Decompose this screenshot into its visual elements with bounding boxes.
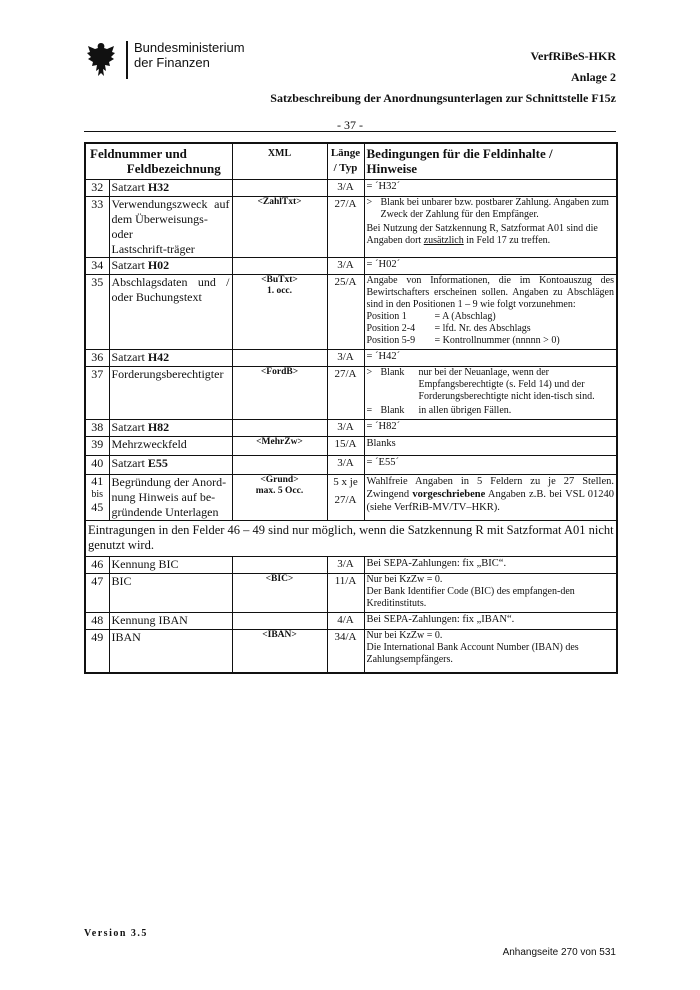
field-name: IBAN <box>109 630 232 674</box>
field-number: 36 <box>85 350 109 367</box>
xml-tag <box>232 475 327 521</box>
field-condition <box>364 197 617 258</box>
condition-text: Blank bei unbarer bzw. postbarer Zahlung. Angaben zum Zweck der Zahlung für den Empfänger. <box>380 197 609 220</box>
field-number: 35 <box>85 275 109 350</box>
header-field-name-line2: Feldbezeichnung <box>126 161 221 176</box>
header-field-name-line1: Feldnummer und <box>90 146 187 161</box>
record-type-label: Satzart <box>111 258 145 272</box>
table-row <box>85 456 617 475</box>
field-length: 3/A <box>327 180 364 197</box>
field-number-start: 41 <box>91 474 104 488</box>
field-number: 48 <box>85 613 109 630</box>
field-length: 3/A <box>327 258 364 275</box>
version-label: Version 3.5 <box>84 928 148 939</box>
xml-tag: <ZahlTxt> <box>232 197 327 258</box>
header-length-line1: Länge <box>330 147 361 159</box>
field-condition: = ´H82´ <box>364 420 617 437</box>
xml-tag <box>232 613 327 630</box>
ministry-logo <box>84 40 245 80</box>
condition-key: Blank <box>380 367 405 378</box>
xml-tag-line1: <Grund> <box>260 475 299 485</box>
header-conditions-line1: Bedingungen für die Feldinhalte / <box>366 146 553 161</box>
condition-line1: Nur bei KzZw = 0. <box>366 574 443 585</box>
position-value: = lfd. Nr. des Abschlags <box>434 323 531 334</box>
field-name <box>109 197 232 258</box>
condition-text: in allen übrigen Fällen. <box>418 405 512 416</box>
field-number: 37 <box>85 367 109 420</box>
xml-tag <box>232 420 327 437</box>
field-condition <box>364 574 617 613</box>
field-name: Forderungsberechtigter <box>109 367 232 420</box>
field-length: 3/A <box>327 350 364 367</box>
table-row <box>85 630 617 674</box>
field-name-line2: oder Buchungstext <box>111 290 202 304</box>
field-length: 27/A <box>327 367 364 420</box>
header-conditions <box>364 143 617 180</box>
field-name-line1: Verwendungszweck auf <box>111 197 230 211</box>
position-label: Position 2-4 <box>366 323 416 334</box>
table-row <box>85 420 617 437</box>
table-row <box>85 275 617 350</box>
condition-text-a: Wahlfreie Angaben in 5 Feldern zu je 27 Stellen. Zwingend <box>366 476 614 500</box>
condition-text-b: Angaben z.B. bei VSL 01240 (siehe VerfRiB-MV/TV–HKR). <box>366 489 615 513</box>
field-number: 38 <box>85 420 109 437</box>
table-header-row <box>85 143 617 180</box>
field-length: 3/A <box>327 456 364 475</box>
field-number: 39 <box>85 437 109 456</box>
table-note: Eintragungen in den Felder 46 – 49 sind nur möglich, wenn die Satzkennung R mit Satzformat A01 nicht genutzt wird. <box>85 521 617 557</box>
field-name <box>109 456 232 475</box>
field-length-line2: 27/A <box>334 494 357 506</box>
field-number: 34 <box>85 258 109 275</box>
condition-line1: Nur bei KzZw = 0. <box>366 630 443 641</box>
record-type-code: H82 <box>147 420 170 434</box>
field-name <box>109 180 232 197</box>
field-length: 11/A <box>327 574 364 613</box>
field-number-range <box>85 475 109 521</box>
record-type-code: H32 <box>147 180 170 194</box>
header-length-line2: / Typ <box>333 162 358 174</box>
field-name <box>109 350 232 367</box>
xml-tag: <BIC> <box>232 574 327 613</box>
record-type-code: H42 <box>147 350 170 364</box>
record-type-label: Satzart <box>111 456 145 470</box>
table-row <box>85 574 617 613</box>
condition-marker: > <box>366 197 373 208</box>
table-row <box>85 557 617 574</box>
field-number-range-word: bis <box>91 489 104 500</box>
annex-label: Anlage 2 <box>571 70 616 84</box>
condition-bullet <box>367 367 615 403</box>
field-condition <box>364 275 617 350</box>
field-name <box>109 275 232 350</box>
header-xml-text: XML <box>267 148 292 159</box>
header-conditions-line2: Hinweise <box>366 161 418 176</box>
table-row <box>85 475 617 521</box>
position-value: = Kontrollnummer (nnnnn > 0) <box>434 335 560 346</box>
logo-divider <box>126 41 128 79</box>
position-label: Position 1 <box>366 311 407 322</box>
field-number: 47 <box>85 574 109 613</box>
field-spec-table <box>84 142 618 674</box>
xml-tag-line2: 1. occ. <box>266 286 293 296</box>
ministry-name <box>134 40 245 70</box>
field-number: 33 <box>85 197 109 258</box>
position-row <box>367 335 615 347</box>
xml-tag <box>232 258 327 275</box>
xml-tag: <FordB> <box>232 367 327 420</box>
field-condition <box>364 367 617 420</box>
table-row <box>85 367 617 420</box>
header-xml <box>232 143 327 180</box>
field-condition: = ´H32´ <box>364 180 617 197</box>
record-type-code: H02 <box>147 258 170 272</box>
condition-note <box>367 223 615 247</box>
field-condition: Bei SEPA-Zahlungen: fix „IBAN“. <box>364 613 617 630</box>
table-note-row <box>85 521 617 557</box>
position-row <box>367 311 615 323</box>
record-type-label: Satzart <box>111 180 145 194</box>
field-number-end: 45 <box>91 500 104 514</box>
condition-line2: Der Bank Identifier Code (BIC) des empfangen-den Kreditinstituts. <box>366 586 575 609</box>
field-name-line1: Begründung der Anord- <box>111 475 227 489</box>
field-number: 49 <box>85 630 109 674</box>
xml-tag <box>232 180 327 197</box>
xml-tag-line2: max. 5 Occ. <box>255 486 304 496</box>
field-condition <box>364 475 617 521</box>
field-name-line2: nung Hinweis auf be- <box>111 490 216 504</box>
field-condition: Bei SEPA-Zahlungen: fix „BIC“. <box>364 557 617 574</box>
field-name: Kennung BIC <box>109 557 232 574</box>
condition-marker: = <box>366 405 373 416</box>
condition-intro: Angabe von Informationen, die im Kontoauszug des Bewirtschafters erscheinen sollen. Angaben zu Abschlägen sind in den Positionen 1 – 9 wie folgt vorzunehmen: <box>366 275 614 310</box>
field-name <box>109 258 232 275</box>
field-name-line3: gründende Unterlagen <box>111 505 219 519</box>
condition-key: Blank <box>380 405 405 416</box>
condition-text: nur bei der Neuanlage, wenn der Empfangsberechtigte (s. Feld 14) und der Forderungsberechtigte nicht iden-tisch sind. <box>418 367 595 402</box>
field-condition: = ´E55´ <box>364 456 617 475</box>
condition-note-a: Bei Nutzung der Satzkennung R, Satzformat A01 sind die Angaben dort <box>366 223 598 246</box>
field-condition: Blanks <box>364 437 617 456</box>
field-length: 25/A <box>327 275 364 350</box>
field-condition: = ´H02´ <box>364 258 617 275</box>
field-length: 15/A <box>327 437 364 456</box>
field-name-line1: Abschlagsdaten und / <box>111 275 230 289</box>
page-number: - 37 - <box>337 118 363 132</box>
field-name-line3: Lastschrift-träger <box>111 242 195 256</box>
condition-note-b: in Feld 17 zu treffen. <box>463 235 551 246</box>
position-label: Position 5-9 <box>366 335 416 346</box>
condition-note-underlined: zusätzlich <box>423 235 464 246</box>
table-row <box>85 437 617 456</box>
xml-tag <box>232 456 327 475</box>
condition-bullet <box>367 405 615 417</box>
position-value: = A (Abschlag) <box>434 311 496 322</box>
field-number: 32 <box>85 180 109 197</box>
document-code: VerfRiBeS-HKR <box>530 49 616 63</box>
field-length: 3/A <box>327 557 364 574</box>
header-rule <box>84 131 616 132</box>
header-field-name <box>85 143 232 180</box>
field-name <box>109 475 232 521</box>
document-subtitle: Satzbeschreibung der Anordnungsunterlagen zur Schnittstelle F15z <box>270 91 616 105</box>
field-number: 40 <box>85 456 109 475</box>
field-name-line2: dem Überweisungs- oder <box>111 212 208 241</box>
page-info: Anhangseite 270 von 531 <box>502 947 616 958</box>
field-length <box>327 475 364 521</box>
xml-tag <box>232 275 327 350</box>
field-length: 34/A <box>327 630 364 674</box>
table-row <box>85 613 617 630</box>
condition-bullet <box>367 197 615 221</box>
field-condition <box>364 630 617 674</box>
record-type-label: Satzart <box>111 350 145 364</box>
xml-tag <box>232 350 327 367</box>
table-row <box>85 197 617 258</box>
field-number: 46 <box>85 557 109 574</box>
condition-text-bold: vorgeschriebene <box>412 489 486 500</box>
ministry-name-line1: Bundesministerium <box>134 40 245 55</box>
field-length: 4/A <box>327 613 364 630</box>
field-name: Mehrzweckfeld <box>109 437 232 456</box>
record-type-code: E55 <box>147 456 168 470</box>
field-name: BIC <box>109 574 232 613</box>
federal-eagle-icon <box>84 40 118 80</box>
xml-tag: <MehrZw> <box>232 437 327 456</box>
table-row <box>85 258 617 275</box>
xml-tag: <IBAN> <box>232 630 327 674</box>
table-row <box>85 350 617 367</box>
field-length-line1: 5 x je <box>333 476 358 488</box>
record-type-label: Satzart <box>111 420 145 434</box>
xml-tag-line1: <BuTxt> <box>261 275 298 285</box>
position-row <box>367 323 615 335</box>
ministry-name-line2: der Finanzen <box>134 55 210 70</box>
condition-marker: > <box>366 367 373 378</box>
condition-line2: Die International Bank Account Number (IBAN) des Zahlungsempfängers. <box>366 642 579 665</box>
header-length <box>327 143 364 180</box>
table-row <box>85 180 617 197</box>
field-length: 27/A <box>327 197 364 258</box>
field-length: 3/A <box>327 420 364 437</box>
xml-tag <box>232 557 327 574</box>
field-name: Kennung IBAN <box>109 613 232 630</box>
field-condition: = ´H42´ <box>364 350 617 367</box>
field-name <box>109 420 232 437</box>
